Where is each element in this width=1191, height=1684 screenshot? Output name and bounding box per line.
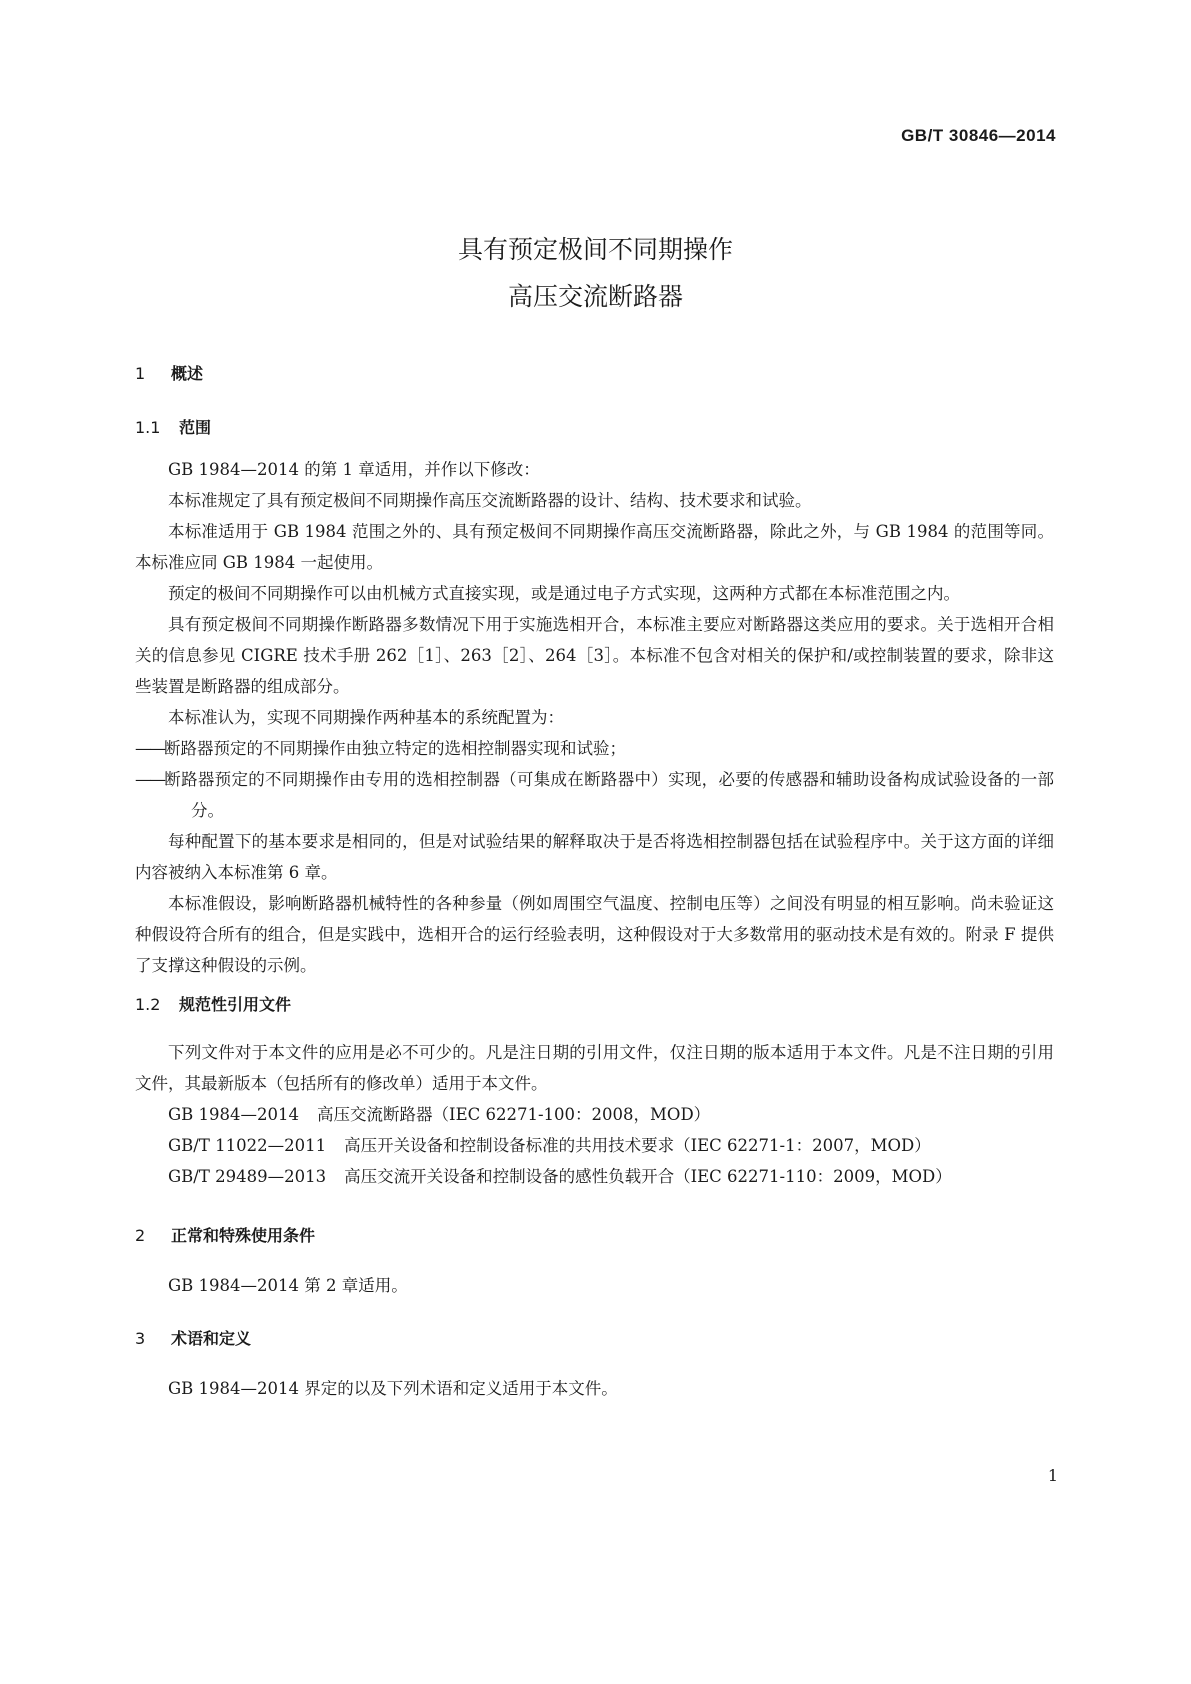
paragraph: 下列文件对于本文件的应用是必不可少的。凡是注日期的引用文件，仅注日期的版本适用于本文件。凡是不注日期的引用文件，其最新版本（包括所有的修改单）适用于本文件。 <box>135 1043 1054 1093</box>
section-title: 正常和特殊使用条件 <box>171 1226 316 1245</box>
paragraph: 本标准适用于 GB 1984 范围之外的、具有预定极间不同期操作高压交流断路器，除此之外，与 GB 1984 的范围等同。本标准应同 GB 1984 一起使用。 <box>135 522 1054 572</box>
dash-list-item <box>135 764 1054 826</box>
reference-title: 高压开关设备和控制设备标准的共用技术要求（IEC 62271-1：2007，MOD） <box>344 1136 931 1155</box>
section-number: 1.1 <box>135 418 161 437</box>
paragraph: 具有预定极间不同期操作断路器多数情况下用于实施选相开合，本标准主要应对断路器这类应用的要求。关于选相开合相关的信息参见 CIGRE 技术手册 262［1］、263［2］、264［3］。本标准不包含对相关的保护和/或控制装置的要求，除非这些装置是断路器的组成部分。 <box>135 615 1054 696</box>
reference-entry <box>135 1161 1054 1192</box>
section-1-2-heading <box>135 993 1054 1017</box>
reference-title: 高压交流断路器（IEC 62271-100：2008，MOD） <box>317 1105 711 1124</box>
dash-marker: —— <box>135 739 164 758</box>
section-1-heading <box>135 362 1054 386</box>
paragraph: 预定的极间不同期操作可以由机械方式直接实现，或是通过电子方式实现，这两种方式都在本标准范围之内。 <box>168 584 960 603</box>
section-title: 术语和定义 <box>171 1329 252 1348</box>
reference-code: GB/T 11022—2011 <box>168 1136 327 1155</box>
section-title: 概述 <box>171 364 204 383</box>
reference-entry <box>135 1099 1054 1130</box>
section-title: 规范性引用文件 <box>179 995 292 1014</box>
section-1-1-heading <box>135 416 1054 440</box>
section-3-heading <box>135 1327 1054 1351</box>
paragraph: 本标准规定了具有预定极间不同期操作高压交流断路器的设计、结构、技术要求和试验。 <box>168 491 812 510</box>
section-number: 3 <box>135 1329 146 1348</box>
spacer <box>135 1301 1054 1327</box>
section-2-heading <box>135 1224 1054 1248</box>
paragraph: 本标准假设，影响断路器机械特性的各种参量（例如周围空气温度、控制电压等）之间没有明显的相互影响。尚未验证这种假设符合所有的组合，但是实践中，选相开合的运行经验表明，这种假设对于大多数常用的驱动技术是有效的。附录 F 提供了支撑这种假设的示例。 <box>135 894 1054 975</box>
paragraph: 本标准认为，实现不同期操作两种基本的系统配置为： <box>168 708 564 727</box>
section-number: 2 <box>135 1226 146 1245</box>
reference-entry <box>135 1130 1054 1161</box>
document-body <box>135 362 1054 1404</box>
section-number: 1.2 <box>135 995 161 1014</box>
dash-text: 断路器预定的不同期操作由独立特定的选相控制器实现和试验； <box>164 739 626 758</box>
dash-list-item <box>135 733 1054 764</box>
reference-title: 高压交流开关设备和控制设备的感性负载开合（IEC 62271-110：2009，MOD） <box>344 1167 952 1186</box>
section-number: 1 <box>135 364 146 383</box>
title-line-1: 具有预定极间不同期操作 <box>457 235 733 264</box>
paragraph: GB 1984—2014 第 2 章适用。 <box>168 1276 408 1295</box>
reference-code: GB/T 29489—2013 <box>168 1167 327 1186</box>
page-number: 1 <box>1047 1466 1058 1485</box>
dash-marker: —— <box>135 770 164 789</box>
dash-text: 断路器预定的不同期操作由专用的选相控制器（可集成在断路器中）实现，必要的传感器和辅助设备构成试验设备的一部分。 <box>164 770 1054 820</box>
paragraph: GB 1984—2014 的第 1 章适用，并作以下修改： <box>168 460 540 479</box>
paragraph: GB 1984—2014 界定的以及下列术语和定义适用于本文件。 <box>168 1379 618 1398</box>
paragraph: 每种配置下的基本要求是相同的，但是对试验结果的解释取决于是否将选相控制器包括在试验程序中。关于这方面的详细内容被纳入本标准第 6 章。 <box>135 832 1054 882</box>
section-title: 范围 <box>179 418 212 437</box>
document-title <box>0 226 1191 320</box>
title-line-2: 高压交流断路器 <box>507 282 683 311</box>
spacer <box>135 1192 1054 1224</box>
reference-code: GB 1984—2014 <box>168 1105 300 1124</box>
standard-number: GB/T 30846—2014 <box>901 126 1056 145</box>
